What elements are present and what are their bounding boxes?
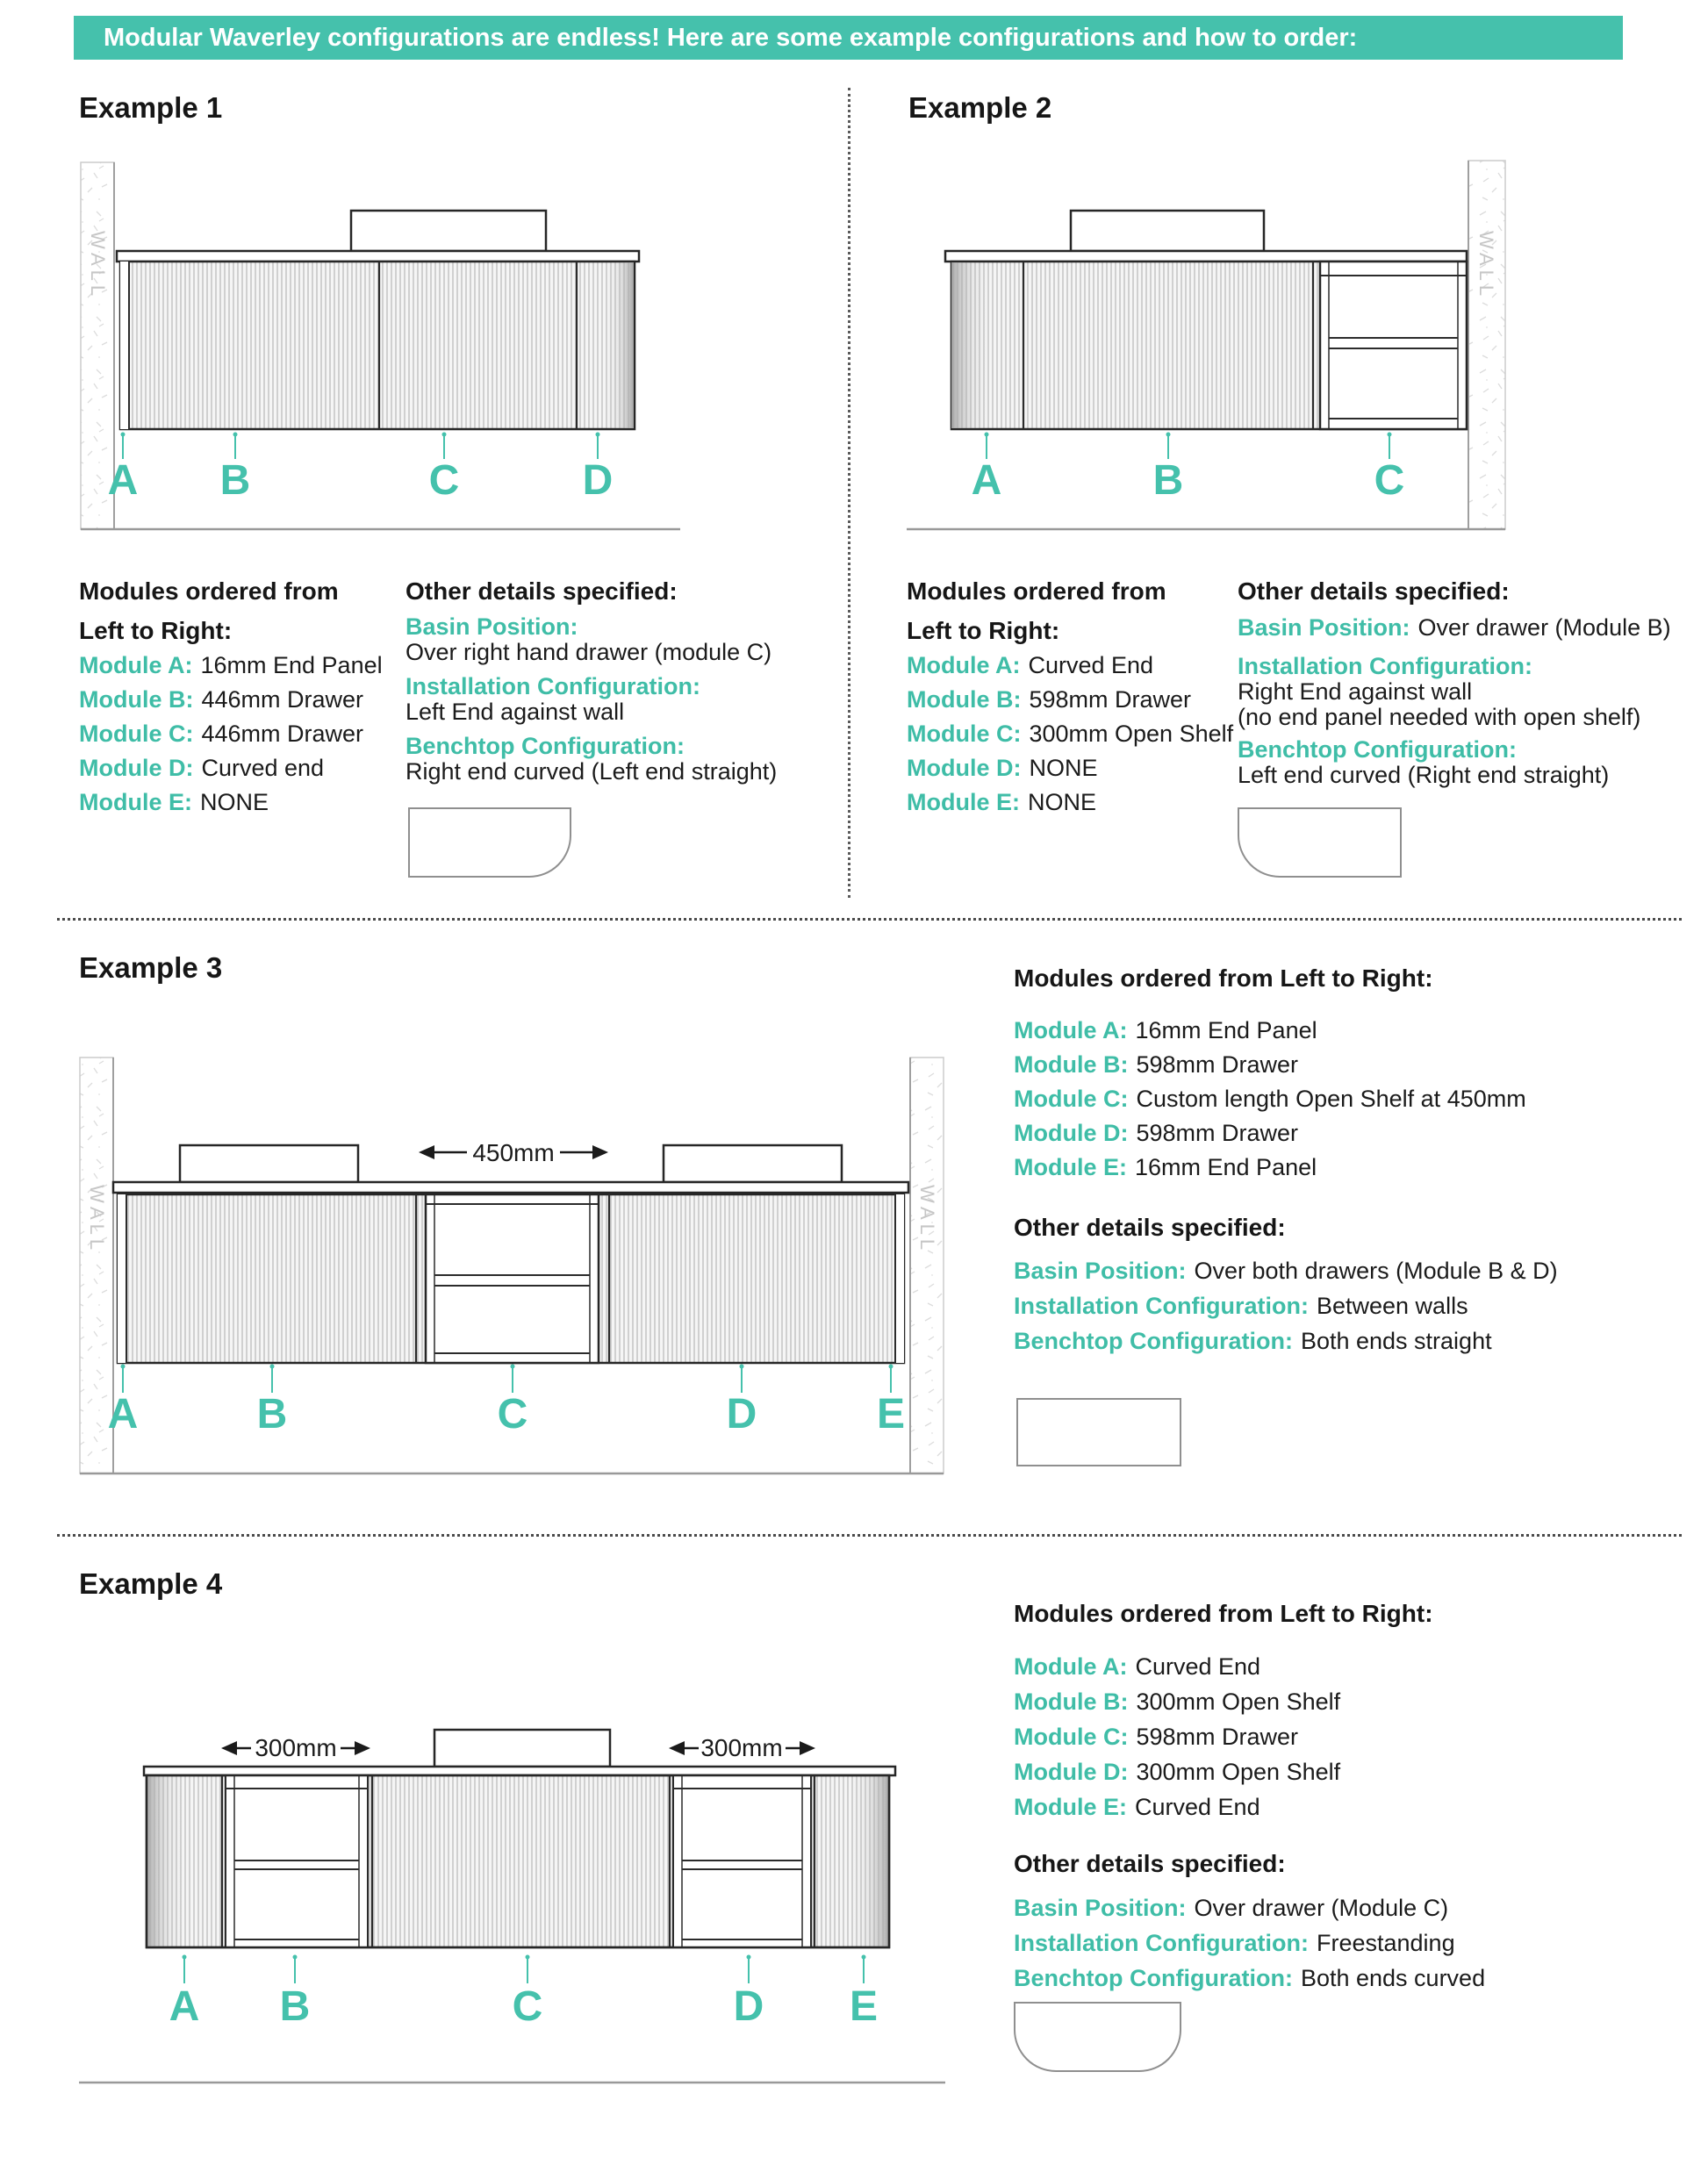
module-letter-d: D xyxy=(733,1983,764,2030)
benchtop xyxy=(113,1182,908,1193)
arrow-right-icon xyxy=(592,1145,608,1159)
cabinet xyxy=(951,262,1467,429)
example-2-title: Example 2 xyxy=(908,91,1052,124)
cabinet xyxy=(147,1775,889,1947)
arrow-right-icon xyxy=(800,1741,815,1755)
benchtop xyxy=(117,251,639,262)
cabinet xyxy=(118,1194,904,1363)
detail-installation: Installation Configuration: Left End against wall xyxy=(405,673,700,725)
open-shelf xyxy=(426,1194,599,1363)
arrow-left-icon xyxy=(419,1145,434,1159)
arrow-left-icon xyxy=(669,1741,685,1755)
module-row: Module A: 16mm End Panel xyxy=(79,652,383,678)
curved-end-right xyxy=(606,262,634,428)
module-letter-d: D xyxy=(726,1391,757,1437)
open-shelf xyxy=(1320,262,1467,429)
curved-end-left xyxy=(147,1776,184,1947)
example-4-details-heading: Other details specified: xyxy=(1014,1850,1286,1877)
module-letter-b: B xyxy=(279,1983,311,2030)
module-row: Module A: 16mm End Panel xyxy=(1014,1017,1317,1043)
example-4-title: Example 4 xyxy=(79,1567,223,1600)
module-letter-a: A xyxy=(107,1391,139,1437)
module-letter-c: C xyxy=(497,1391,528,1437)
module-letter-b: B xyxy=(219,457,251,504)
example-3-diagram xyxy=(70,1049,957,1488)
example-2-diagram xyxy=(895,154,1527,557)
benchtop-shape-right-curved xyxy=(408,807,571,878)
benchtop-shape-both-curved xyxy=(1014,2002,1181,2072)
example-2-details-heading: Other details specified: xyxy=(1238,577,1510,605)
page-banner xyxy=(74,16,1623,60)
example-1-details-heading: Other details specified: xyxy=(405,577,678,605)
wall-label: WALL xyxy=(87,231,109,301)
module-row: Module D: NONE xyxy=(907,755,1098,781)
module-letter-c: C xyxy=(428,457,460,504)
wall-label: WALL xyxy=(916,1185,938,1255)
module-letter-c: C xyxy=(512,1983,543,2030)
leader-lines xyxy=(184,1959,864,1983)
example-1-modules-heading: Modules ordered from Left to Right: xyxy=(79,577,339,644)
dimension-300-left-label: 300mm xyxy=(255,1734,337,1761)
example-1-modules-list xyxy=(79,649,383,820)
module-letter-b: B xyxy=(1152,457,1184,504)
benchtop xyxy=(945,251,1467,262)
curved-end-right xyxy=(851,1776,889,1947)
banner-text: Modular Waverley configurations are endless! Here are some example configurations and how to order: xyxy=(104,24,1358,52)
module-row: Module B: 598mm Drawer xyxy=(907,686,1192,713)
basin xyxy=(1071,211,1264,251)
module-letter-e: E xyxy=(849,1983,879,2030)
module-letter-c: C xyxy=(1374,457,1405,504)
example-4-modules-heading: Modules ordered from Left to Right: xyxy=(1014,1600,1433,1627)
module-row: Module E: NONE xyxy=(79,789,269,815)
example-3-modules-list xyxy=(1014,1014,1526,1185)
dimension-300-right xyxy=(669,1734,815,1761)
benchtop-shape-straight xyxy=(1016,1398,1181,1466)
example-1-title: Example 1 xyxy=(79,91,223,124)
detail-basin: Basin Position: Over both drawers (Module B & D) xyxy=(1014,1258,1558,1284)
module-row: Module B: 598mm Drawer xyxy=(1014,1051,1299,1078)
divider-horizontal-1 xyxy=(57,918,1682,921)
end-panel-a xyxy=(120,262,129,429)
module-row: Module E: 16mm End Panel xyxy=(1014,1154,1317,1180)
module-row: Module E: NONE xyxy=(907,789,1097,815)
wall-label: WALL xyxy=(86,1185,108,1255)
module-row: Module A: Curved End xyxy=(907,652,1154,678)
leader-lines xyxy=(987,436,1389,459)
leader-dots xyxy=(183,1955,866,1960)
basin xyxy=(351,211,546,251)
example-3-modules-heading: Modules ordered from Left to Right: xyxy=(1014,964,1433,992)
benchtop xyxy=(144,1767,895,1775)
detail-installation: Installation Configuration: Between walls xyxy=(1014,1293,1468,1319)
module-letter-a: A xyxy=(169,1983,200,2030)
wall-label: WALL xyxy=(1475,231,1497,301)
module-row: Module B: 446mm Drawer xyxy=(79,686,364,713)
end-panel-e xyxy=(895,1194,904,1363)
module-letter-a: A xyxy=(971,457,1002,504)
example-1-diagram xyxy=(70,154,702,557)
curved-end-left xyxy=(951,262,990,428)
dimension-450-label: 450mm xyxy=(472,1139,555,1166)
leader-dots xyxy=(121,1365,893,1369)
module-row: Module C: 598mm Drawer xyxy=(1014,1724,1299,1750)
module-row: Module C: Custom length Open Shelf at 450mm xyxy=(1014,1086,1526,1112)
module-row: Module B: 300mm Open Shelf xyxy=(1014,1688,1341,1715)
detail-benchtop: Benchtop Configuration: Right end curved (Left end straight) xyxy=(405,733,778,785)
module-letter-d: D xyxy=(582,457,614,504)
divider-vertical xyxy=(848,88,850,898)
arrow-left-icon xyxy=(221,1741,237,1755)
module-row: Module C: 446mm Drawer xyxy=(79,721,364,747)
dimension-300-left xyxy=(221,1734,370,1761)
module-row: Module D: Curved end xyxy=(79,755,325,781)
leader-lines xyxy=(123,1368,891,1393)
detail-installation: Installation Configuration: Right End against wall (no end panel needed with open shelf) xyxy=(1238,653,1641,730)
basin-left xyxy=(180,1145,358,1182)
example-3-title: Example 3 xyxy=(79,951,223,984)
module-row: Module C: 300mm Open Shelf xyxy=(907,721,1234,747)
detail-basin: Basin Position: Over drawer (Module B) xyxy=(1238,614,1671,641)
detail-installation: Installation Configuration: Freestanding xyxy=(1014,1930,1455,1956)
arrow-right-icon xyxy=(355,1741,370,1755)
module-row: Module E: Curved End xyxy=(1014,1794,1260,1820)
example-3-details-heading: Other details specified: xyxy=(1014,1214,1286,1241)
example-4-modules-list xyxy=(1014,1649,1340,1825)
basin xyxy=(434,1730,610,1767)
wall-right xyxy=(1468,161,1505,529)
end-panel-a xyxy=(118,1194,126,1363)
open-shelf-left xyxy=(226,1775,368,1947)
dimension-300-right-label: 300mm xyxy=(700,1734,783,1761)
detail-basin: Basin Position: Over drawer (Module C) xyxy=(1014,1895,1449,1921)
basin-right xyxy=(664,1145,842,1182)
module-row: Module A: Curved End xyxy=(1014,1653,1261,1680)
leader-dots xyxy=(985,433,1392,437)
cabinet xyxy=(120,262,635,429)
module-row: Module D: 300mm Open Shelf xyxy=(1014,1759,1341,1785)
benchtop-shape-left-curved xyxy=(1238,807,1402,878)
divider-horizontal-2 xyxy=(57,1534,1682,1537)
module-letter-b: B xyxy=(256,1391,288,1437)
example-2-modules-list xyxy=(907,649,1233,820)
detail-benchtop: Benchtop Configuration: Both ends straight xyxy=(1014,1328,1492,1354)
wall-right xyxy=(910,1057,944,1473)
module-row: Module D: 598mm Drawer xyxy=(1014,1120,1299,1146)
module-letter-e: E xyxy=(876,1391,906,1437)
leader-dots xyxy=(121,433,600,437)
detail-basin: Basin Position: Over right hand drawer (module C) xyxy=(405,613,772,665)
leader-lines xyxy=(123,436,598,459)
open-shelf-right xyxy=(673,1775,811,1947)
detail-benchtop: Benchtop Configuration: Both ends curved xyxy=(1014,1965,1486,1991)
module-letter-a: A xyxy=(107,457,139,504)
example-4-diagram xyxy=(70,1667,957,2097)
example-2-modules-heading: Modules ordered from Left to Right: xyxy=(907,577,1166,644)
detail-benchtop: Benchtop Configuration: Left end curved (Right end straight) xyxy=(1238,736,1610,788)
